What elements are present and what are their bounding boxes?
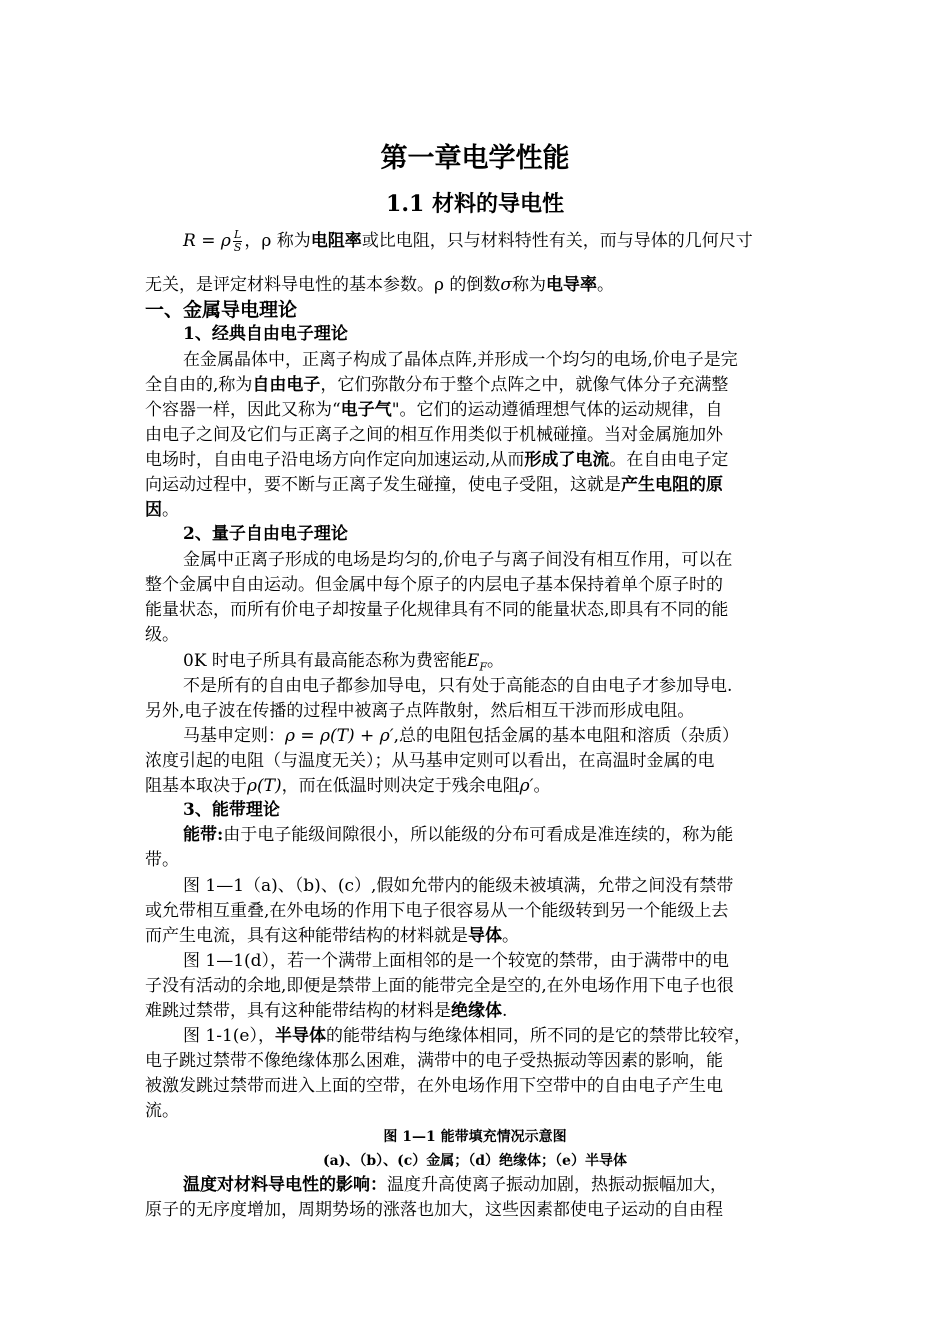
s3-line: 子没有活动的余地,即便是禁带上面的能带完全是空的,在外电场作用下电子也很 bbox=[145, 976, 734, 996]
intro-line-2: 无关，是评定材料导电性的基本参数。ρ 的倒数σ称为电导率。 bbox=[145, 275, 615, 295]
s3-line: 图 1—1(d），若一个满带上面相邻的是一个较宽的禁带，由于满带中的电 bbox=[183, 951, 730, 971]
s1-line: 个容器一样，因此又称为“电子气"。它们的运动遵循理想气体的运动规律，自 bbox=[145, 400, 723, 420]
formula-numerator: L bbox=[233, 228, 242, 241]
s2-line: 另外,电子波在传播的过程中被离子点阵散射，然后相互干涉而形成电阻。 bbox=[145, 701, 695, 721]
s2-line: 能量状态，而所有价电子却按量子化规律具有不同的能量状态,即具有不同的能 bbox=[145, 600, 729, 620]
s3-line: 电子跳过禁带不像绝缘体那么困难，满带中的电子受热振动等因素的影响，能 bbox=[145, 1051, 723, 1071]
s3-line: 难跳过禁带，具有这种能带结构的材料是绝缘体. bbox=[145, 1001, 508, 1021]
s2-heading: 2、量子自由电子理论 bbox=[183, 524, 348, 544]
s3-line: 而产生电流，具有这种能带结构的材料就是导体。 bbox=[145, 926, 519, 946]
s2-line: 整个金属中自由运动。但金属中每个原子的内层电子基本保持着单个原子时的 bbox=[145, 575, 723, 595]
s2-line: 不是所有的自由电子都参加导电，只有处于高能态的自由电子才参加导电. bbox=[183, 676, 733, 696]
formula-denominator: S bbox=[233, 241, 242, 254]
matthiessen-rule-line: 马基申定则：ρ = ρ(T) + ρ′,总的电阻包括金属的基本电阻和溶质（杂质） bbox=[183, 726, 739, 746]
matthiessen-formula: ρ = ρ(T) + ρ′ bbox=[285, 726, 394, 746]
s3-line: 或允带相互重叠,在外电场的作用下电子很容易从一个能级转到另一个能级上去 bbox=[145, 901, 729, 921]
s3-line: 带。 bbox=[145, 850, 179, 870]
s1-line: 电场时，自由电子沿电场方向作定向加速运动,从而形成了电流。在自由电子定 bbox=[145, 450, 729, 470]
figure-subcaption: (a)、（b）、(c）金属；（d）绝缘体；（e）半导体 bbox=[323, 1153, 627, 1169]
s1-line: 全自由的,称为自由电子，它们弥散分布于整个点阵之中，就像气体分子充满整 bbox=[145, 375, 729, 395]
s1-line: 由电子之间及它们与正离子之间的相互作用类似于机械碰撞。当对金属施加外 bbox=[145, 425, 723, 445]
s3-line: 流。 bbox=[145, 1101, 179, 1121]
s3-line: 图 1—1（a)、（b)、(c）,假如允带内的能级未被填满，允带之间没有禁带 bbox=[183, 876, 734, 896]
term-resistivity: 电阻率 bbox=[310, 231, 362, 251]
chapter-title: 第一章电学性能 bbox=[380, 143, 570, 174]
resistance-formula-line: R = ρ $\frac{L}{S}$ ，ρ 称为电阻率或比电阻，只与材料特性有关，而与导体的几何尺寸 bbox=[183, 228, 753, 254]
temp-line: 原子的无序度增加，周期势场的涨落也加大，这些因素都使电子运动的自由程 bbox=[145, 1200, 723, 1220]
s2-line: 金属中正离子形成的电场是均匀的,价电子与离子间没有相互作用，可以在 bbox=[183, 550, 733, 570]
s2-fermi-line: 0K 时电子所具有最高能态称为费密能$E_F$。 bbox=[183, 651, 504, 674]
part1-heading: 一、金属导电理论 bbox=[145, 299, 298, 321]
formula-lhs: R = ρ bbox=[183, 231, 231, 251]
term-conductivity: 电导率 bbox=[546, 275, 598, 295]
section-title: 1.1 材料的导电性 bbox=[386, 191, 564, 217]
s2-line: 级。 bbox=[145, 625, 179, 645]
temp-line: 温度对材料导电性的影响：温度升高使离子振动加剧，热振动振幅加大， bbox=[183, 1175, 727, 1195]
s2-line: 浓度引起的电阻（与温度无关）；从马基申定则可以看出，在高温时金属的电 bbox=[145, 751, 715, 771]
s1-line: 在金属晶体中，正离子构成了晶体点阵,并形成一个均匀的电场,价电子是完 bbox=[183, 350, 738, 370]
s2-line: 阻基本取决于ρ(T)，而在低温时则决定于残余电阻ρ′。 bbox=[145, 776, 551, 796]
s3-line: 被激发跳过禁带而进入上面的空带，在外电场作用下空带中的自由电子产生电 bbox=[145, 1076, 723, 1096]
s3-line: 图 1-1(e），半导体的能带结构与绝缘体相同，所不同的是它的禁带比较窄， bbox=[183, 1026, 751, 1046]
formula-fraction bbox=[233, 229, 243, 254]
s3-line: 能带:由于电子能级间隙很小，所以能级的分布可看成是准连续的，称为能 bbox=[183, 825, 734, 845]
s1-line: 向运动过程中，要不断与正离子发生碰撞，使电子受阻，这就是产生电阻的原 bbox=[145, 475, 723, 495]
s1-heading: 1、经典自由电子理论 bbox=[183, 324, 348, 344]
figure-caption: 图 1—1 能带填充情况示意图 bbox=[383, 1129, 567, 1145]
s1-line: 因。 bbox=[145, 500, 179, 520]
s3-heading: 3、能带理论 bbox=[183, 800, 280, 820]
